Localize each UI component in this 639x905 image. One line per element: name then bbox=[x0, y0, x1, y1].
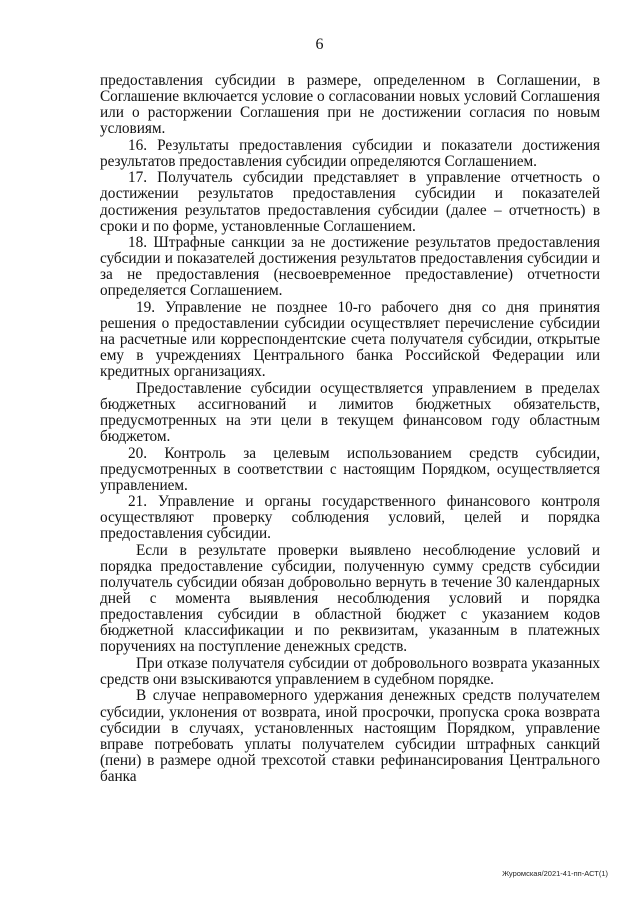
paragraph-budget-limits: Предоставление субсидии осуществляется управлением в пределах бюджетных ассигнований и лимитов бюджетных обязательств, предусмотренных на эти цели в текущем финансовом году областным бюджетом. bbox=[100, 379, 600, 446]
document-body bbox=[100, 73, 600, 785]
paragraph-21: 21. Управление и органы государственного финансового контроля осуществляют проверку соблюдения условий, целей и порядка предоставления субсидии. bbox=[100, 493, 600, 543]
paragraph-16: 16. Результаты предоставления субсидии и показатели достижения результатов предоставления субсидии определяются Соглашением. bbox=[100, 136, 600, 170]
paragraph-continuation: предоставления субсидии в размере, определенном в Соглашении, в Соглашение включается условие о согласовании новых условий Соглашения или о расторжении Соглашения при не достижении согласия по новым условиям. bbox=[100, 72, 600, 138]
footer-document-code: Журомская/2021-41-пп-АСТ(1) bbox=[502, 869, 608, 878]
paragraph-penalties: В случае неправомерного удержания денежных средств получателем субсидии, уклонения от возврата, иной просрочки, пропуска срока возврата субсидии в случаях, установленных настоящим Порядком, управление вправе потребовать уплаты получателем субсидии штрафных санкций (пени) в размере одной трехсотой ставки рефинансирования Центрального банка bbox=[100, 687, 600, 785]
paragraph-19: 19. Управление не позднее 10-го рабочего дня со дня принятия решения о предоставлении субсидии осуществляет перечисление субсидии на расчетные или корреспондентские счета получателя субсидии, открытые ему в учреждениях Центрального банка Российской Федерации или кредитных организациях. bbox=[100, 298, 600, 381]
paragraph-court-recovery: При отказе получателя субсидии от добровольного возврата указанных средств они взыскиваются управлением в судебном порядке. bbox=[100, 654, 600, 688]
paragraph-18: 18. Штрафные санкции за не достижение результатов предоставления субсидии и показателей достижения результатов предоставления субсидии и за не предоставления (несвоевременное предоставление) отчетности определяется Соглашением. bbox=[100, 234, 600, 300]
paragraph-20: 20. Контроль за целевым использованием средств субсидии, предусмотренных в соответствии с настоящим Порядком, осуществляется управлением. bbox=[100, 444, 600, 494]
page-number: 6 bbox=[315, 36, 324, 53]
paragraph-17: 17. Получатель субсидии представляет в управление отчетность о достижении результатов предоставления субсидии и показателей достижения результатов предоставления субсидии (далее – отчетность) в сроки и по форме, установленные Соглашением. bbox=[100, 169, 600, 235]
paragraph-inspection-result: Если в результате проверки выявлено несоблюдение условий и порядка предоставление субсидии, полученную сумму средств субсидии получатель субсидии обязан добровольно вернуть в течение 30 календарных дней с момента выявления несоблюдения условий и порядка предоставления субсидии в областной бюджет с указанием кодов бюджетной классификации и по реквизитам, указанным в платежных поручениях на поступление денежных средств. bbox=[100, 541, 600, 656]
